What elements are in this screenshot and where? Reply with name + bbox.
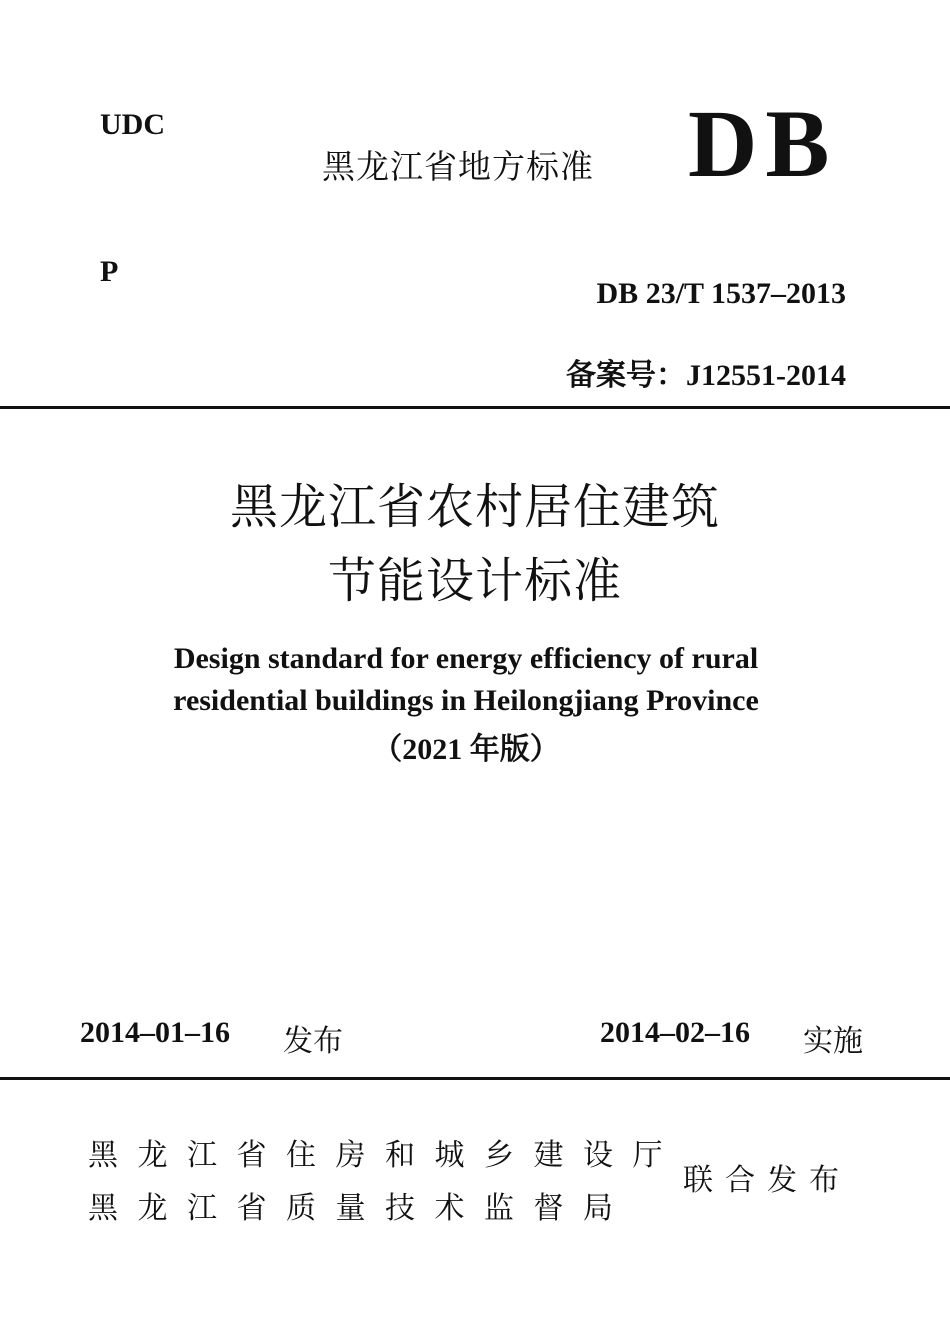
db-mark: DB (688, 90, 838, 197)
bottom-divider (0, 1077, 950, 1080)
standard-number: DB 23/T 1537–2013 (596, 277, 846, 310)
title-english-line-2: residential buildings in Heilongjiang Province (173, 684, 759, 717)
title-english-line-1: Design standard for energy efficiency of rural (173, 642, 759, 675)
issuer-line-1: 黑龙江省住房和城乡建设厅 (88, 1138, 682, 1173)
top-divider (0, 406, 950, 409)
issuer-line-2: 黑龙江省质量技术监督局 (88, 1191, 633, 1226)
title-chinese-line-1: 黑龙江省农村居住建筑 (229, 479, 720, 535)
udc-label: UDC (100, 108, 165, 141)
classification-label: P (100, 255, 119, 288)
filing-number: 备案号：J12551-2014 (566, 359, 846, 392)
title-chinese-line-2: 节能设计标准 (327, 553, 622, 609)
implementation-label: 实施 (803, 1024, 863, 1059)
joint-issue-label: 联合发布 (683, 1163, 851, 1198)
issue-date: 2014–01–16 (80, 1016, 230, 1049)
edition-label: （2021 年版） (372, 733, 560, 766)
local-standard-label: 黑龙江省地方标准 (322, 147, 594, 186)
implementation-date: 2014–02–16 (600, 1016, 750, 1049)
issue-label: 发布 (283, 1024, 343, 1059)
